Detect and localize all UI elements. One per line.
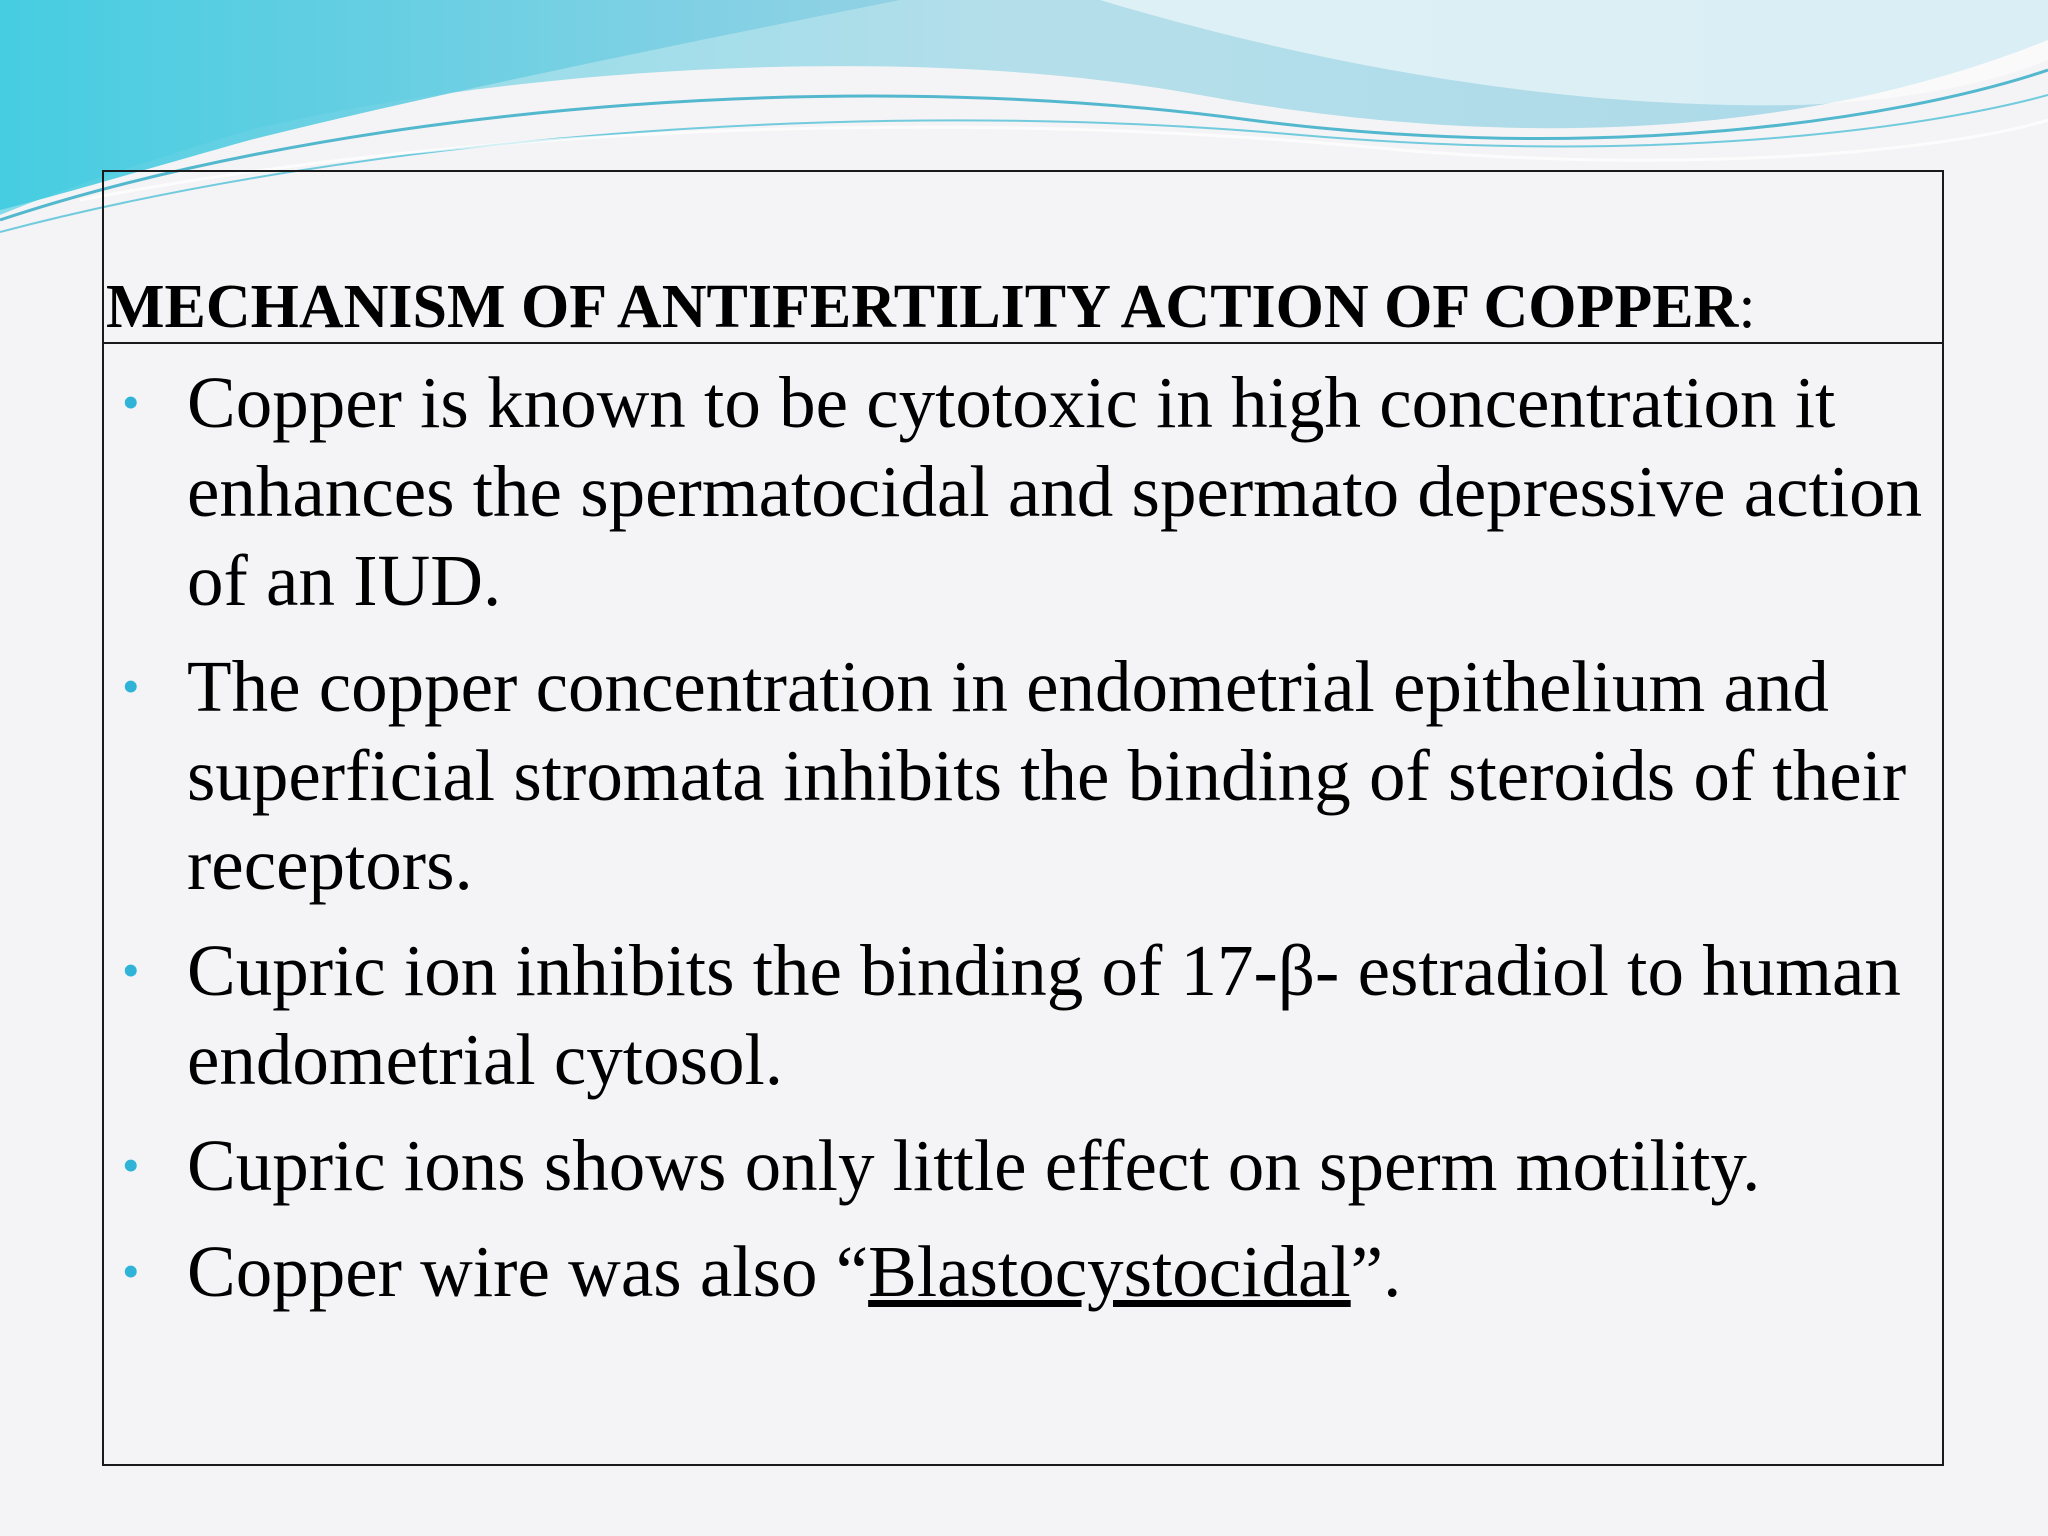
slide-title-colon: : <box>1738 273 1756 341</box>
bullet-list <box>104 358 1942 1333</box>
bullet-icon: • <box>122 374 140 430</box>
content-frame <box>102 170 1944 1466</box>
bullet-icon: • <box>122 1137 140 1193</box>
bullet-item <box>104 926 1942 1104</box>
bullet-item <box>104 358 1942 625</box>
slide-title <box>106 273 1756 341</box>
bullet-text-suffix: ”. <box>1350 1231 1402 1312</box>
bullet-text: Cupric ion inhibits the binding of 17-β- estradiol to human endometrial cytosol. <box>187 930 1901 1100</box>
bullet-emphasis-word: Blastocystocidal <box>868 1231 1351 1312</box>
bullet-item <box>104 1121 1942 1210</box>
slide-title-text: MECHANISM OF ANTIFERTILITY ACTION OF COPPER <box>106 273 1739 341</box>
bullet-icon: • <box>122 658 140 714</box>
bullet-item <box>104 642 1942 909</box>
bullet-icon: • <box>122 942 140 998</box>
bullet-text: The copper concentration in endometrial epithelium and superficial stromata inhibits the binding of steroids of their receptors. <box>187 646 1907 905</box>
bullet-text: Cupric ions shows only little effect on sperm motility. <box>187 1125 1761 1206</box>
bullet-text-prefix: Copper wire was also “ <box>187 1231 869 1312</box>
title-bar <box>104 172 1942 344</box>
bullet-icon: • <box>122 1243 140 1299</box>
bullet-item <box>104 1227 1942 1316</box>
bullet-text: Copper is known to be cytotoxic in high concentration it enhances the spermatocidal and spermato depressive action of an IUD. <box>187 362 1923 621</box>
